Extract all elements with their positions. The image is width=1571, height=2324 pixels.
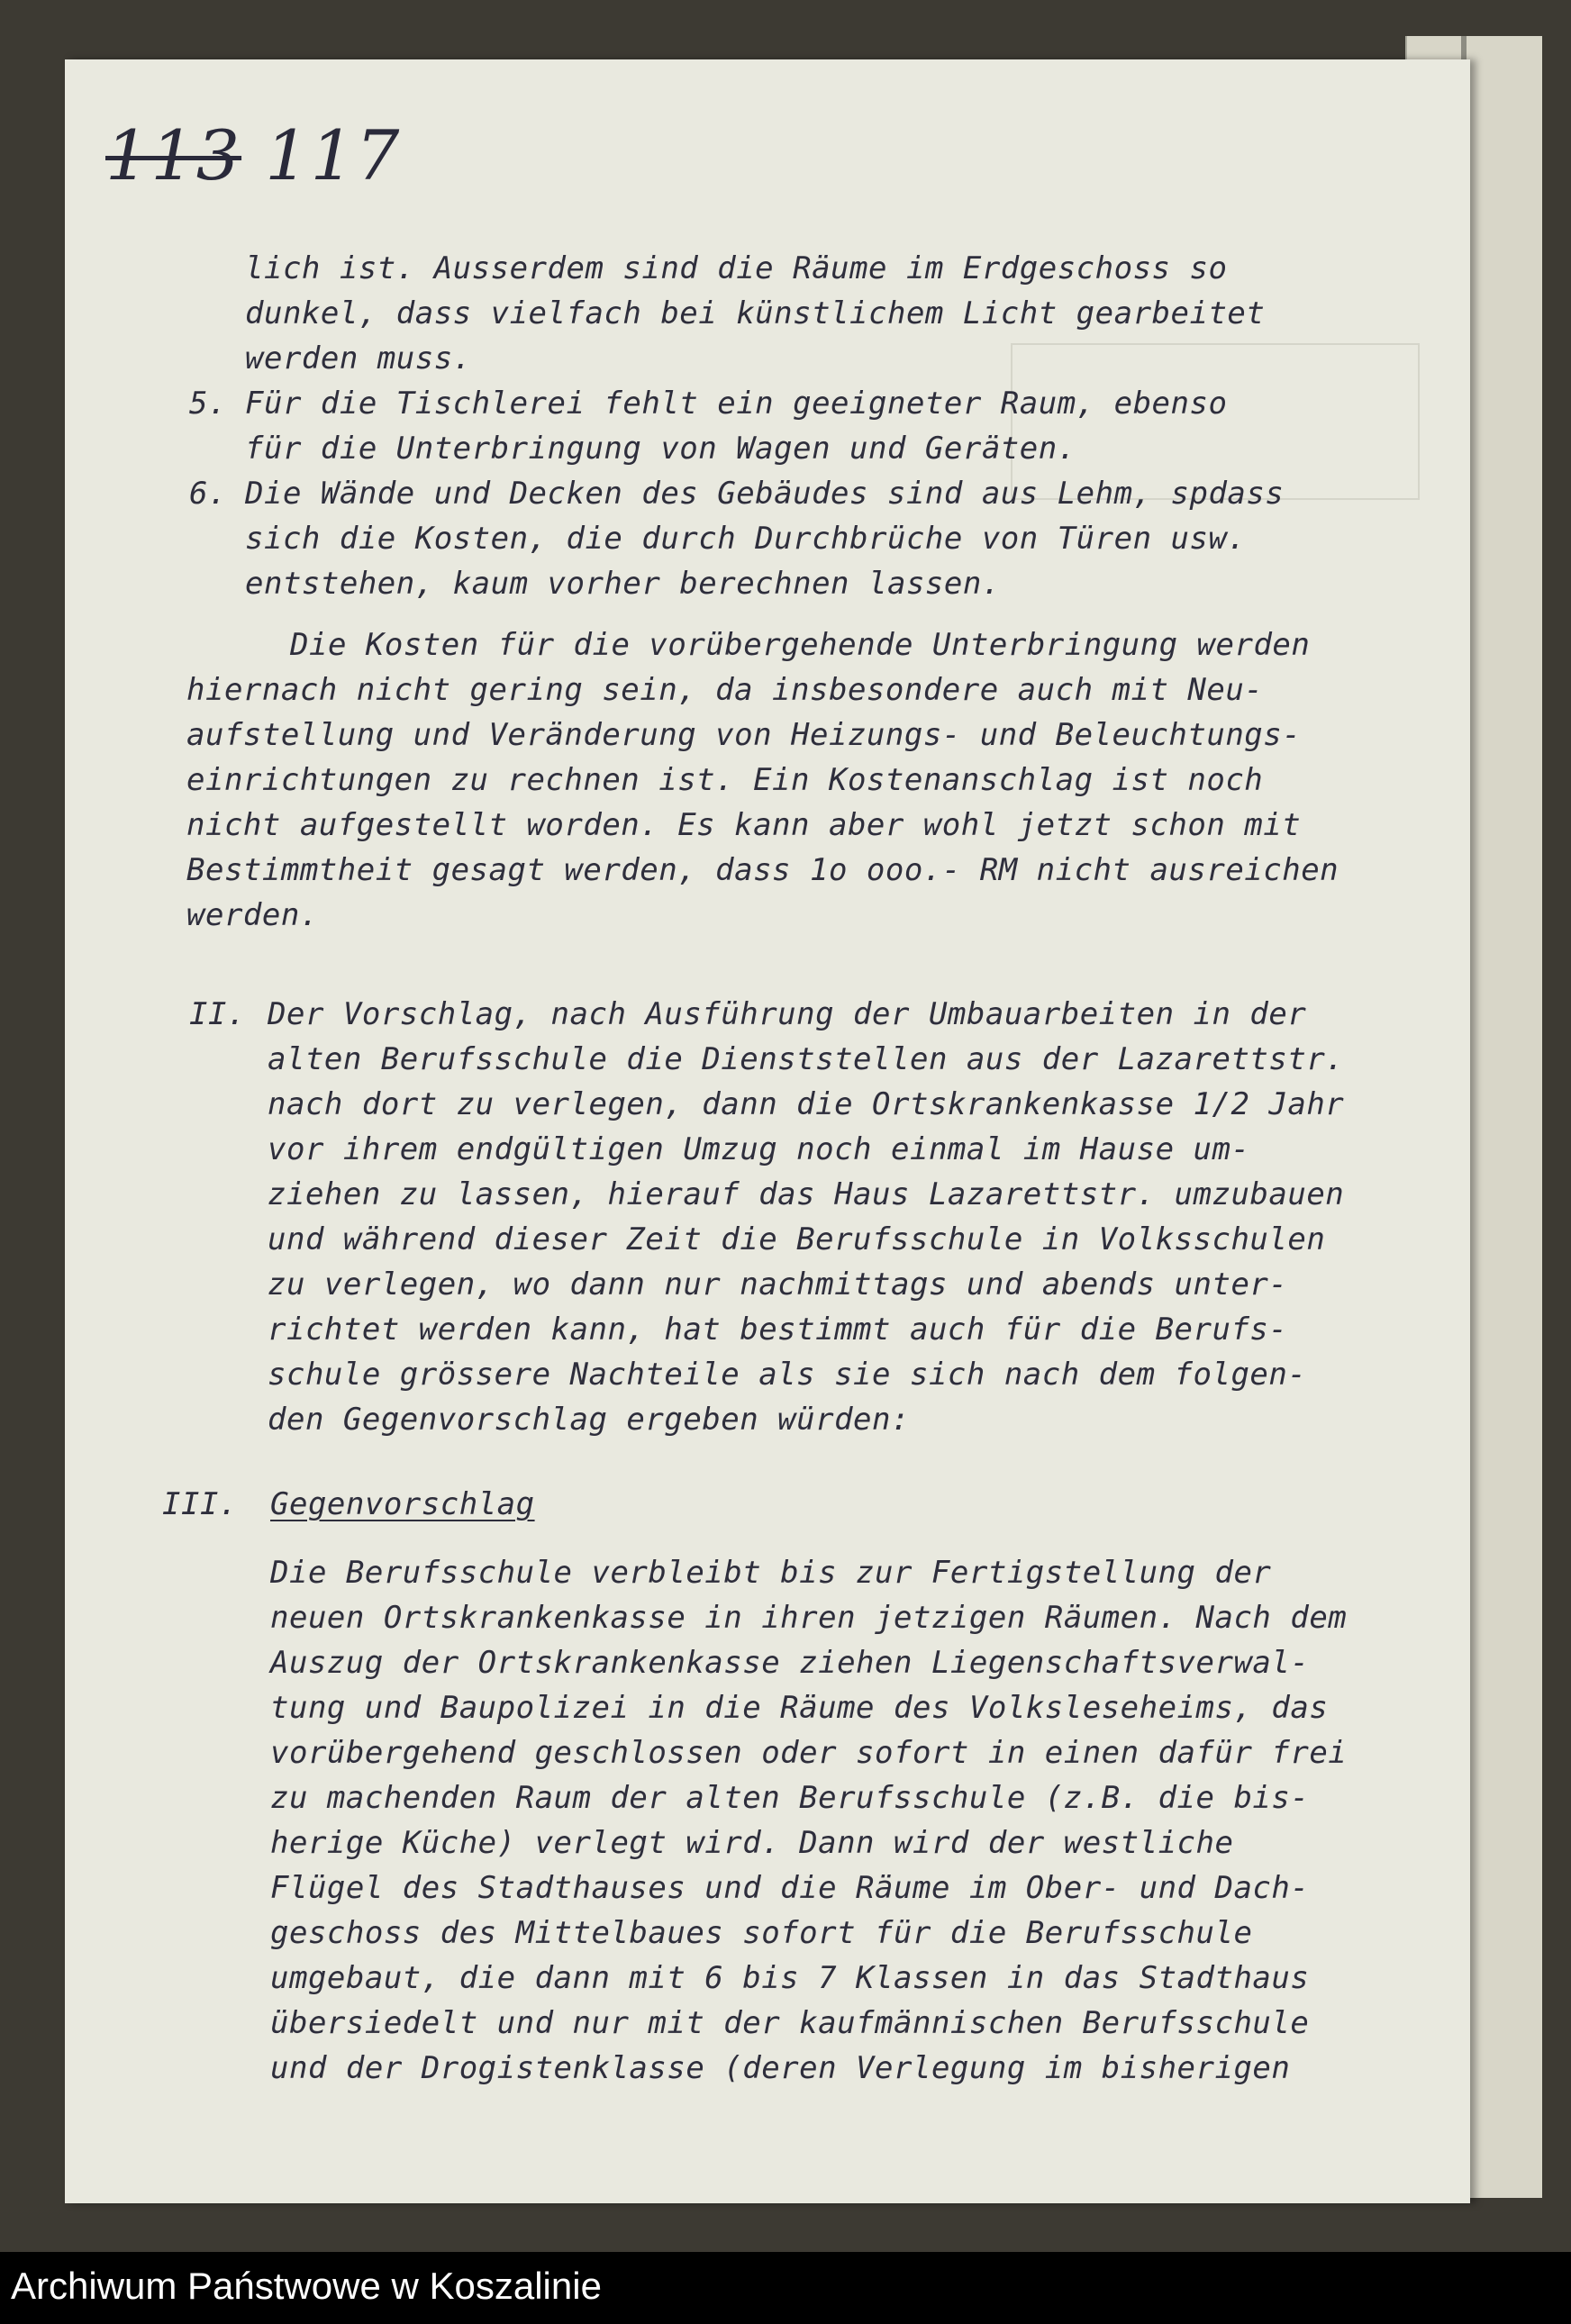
text-line: herige Küche) verlegt wird. Dann wird der westliche (270, 1825, 1234, 1861)
folio-current: 117 (265, 115, 402, 195)
text-line: Auszug der Ortskrankenkasse ziehen Liegenschaftsverwal- (270, 1645, 1310, 1681)
text-line: tung und Baupolizei in die Räume des Volksleseheims, das (270, 1690, 1329, 1726)
text-line: geschoss des Mittelbaues sofort für die Berufsschule (270, 1915, 1253, 1951)
text-line: Der Vorschlag, nach Ausführung der Umbauarbeiten in der (268, 996, 1307, 1032)
text-line: Flügel des Stadthauses und die Räume im Ober- und Dach- (270, 1870, 1310, 1906)
text-line: den Gegenvorschlag ergeben würden: (268, 1402, 910, 1438)
text-line: hiernach nicht gering sein, da insbesondere auch mit Neu- (186, 672, 1264, 708)
text-line: ziehen zu lassen, hierauf das Haus Lazarettstr. umzubauen (268, 1176, 1345, 1212)
list-marker: 6. (189, 476, 227, 512)
text-line: werden muss. (245, 340, 472, 377)
text-line: alten Berufsschule die Dienststellen aus der Lazarettstr. (268, 1041, 1345, 1077)
text-line: nicht aufgestellt worden. Es kann aber wohl jetzt schon mit (186, 807, 1302, 843)
text-line: für die Unterbringung von Wagen und Geräten. (245, 431, 1076, 467)
text-line: werden. (186, 897, 319, 933)
text-line: Die Berufsschule verbleibt bis zur Fertigstellung der (270, 1555, 1272, 1591)
text-line: richtet werden kann, hat bestimmt auch für die Berufs- (268, 1312, 1288, 1348)
document-page (65, 59, 1470, 2203)
list-marker: 5. (189, 386, 227, 422)
text-line: und der Drogistenklasse (deren Verlegung im bisherigen (270, 2050, 1291, 2086)
text-line: umgebaut, die dann mit 6 bis 7 Klassen in das Stadthaus (270, 1960, 1310, 1996)
archive-name: Archiwum Państwowe w Koszalinie (11, 2265, 602, 2307)
text-line: übersiedelt und nur mit der kaufmännischen Berufsschule (270, 2005, 1310, 2041)
text-line: einrichtungen zu rechnen ist. Ein Kostenanschlag ist noch (186, 762, 1264, 798)
section-marker: II. (189, 996, 246, 1032)
text-line: vorübergehend geschlossen oder sofort in einen dafür frei (270, 1735, 1348, 1771)
text-line: Für die Tischlerei fehlt ein geeigneter Raum, ebenso (245, 386, 1228, 422)
text-line: vor ihrem endgültigen Umzug noch einmal im Hause um- (268, 1131, 1250, 1167)
folio-number (105, 115, 401, 195)
folio-struck: 113 (105, 115, 242, 195)
text-line: entstehen, kaum vorher berechnen lassen. (245, 566, 1001, 602)
text-line: Die Kosten für die vorübergehende Unterbringung werden (290, 627, 1311, 663)
text-line: sich die Kosten, die durch Durchbrüche von Türen usw. (245, 521, 1247, 557)
archive-footer (0, 2252, 1571, 2324)
text-line: zu machenden Raum der alten Berufsschule (z.B. die bis- (270, 1780, 1310, 1816)
text-line: neuen Ortskrankenkasse in ihren jetzigen Räumen. Nach dem (270, 1600, 1348, 1636)
text-line: aufstellung und Veränderung von Heizungs- und Beleuchtungs- (186, 717, 1302, 753)
text-line: nach dort zu verlegen, dann die Ortskrankenkasse 1/2 Jahr (268, 1086, 1345, 1122)
section-marker: III. (162, 1486, 238, 1522)
text-line: und während dieser Zeit die Berufsschule in Volksschulen (268, 1221, 1326, 1257)
text-line: lich ist. Ausserdem sind die Räume im Erdgeschoss so (245, 250, 1228, 286)
text-line: schule grössere Nachteile als sie sich nach dem folgen- (268, 1357, 1307, 1393)
text-line: zu verlegen, wo dann nur nachmittags und abends unter- (268, 1266, 1288, 1303)
text-line: Die Wände und Decken des Gebäudes sind aus Lehm, spdass (245, 476, 1285, 512)
text-line: Bestimmtheit gesagt werden, dass 1o ooo.- RM nicht ausreichen (186, 852, 1339, 888)
section-heading: Gegenvorschlag (270, 1486, 535, 1522)
text-line: dunkel, dass vielfach bei künstlichem Licht gearbeitet (245, 295, 1266, 331)
